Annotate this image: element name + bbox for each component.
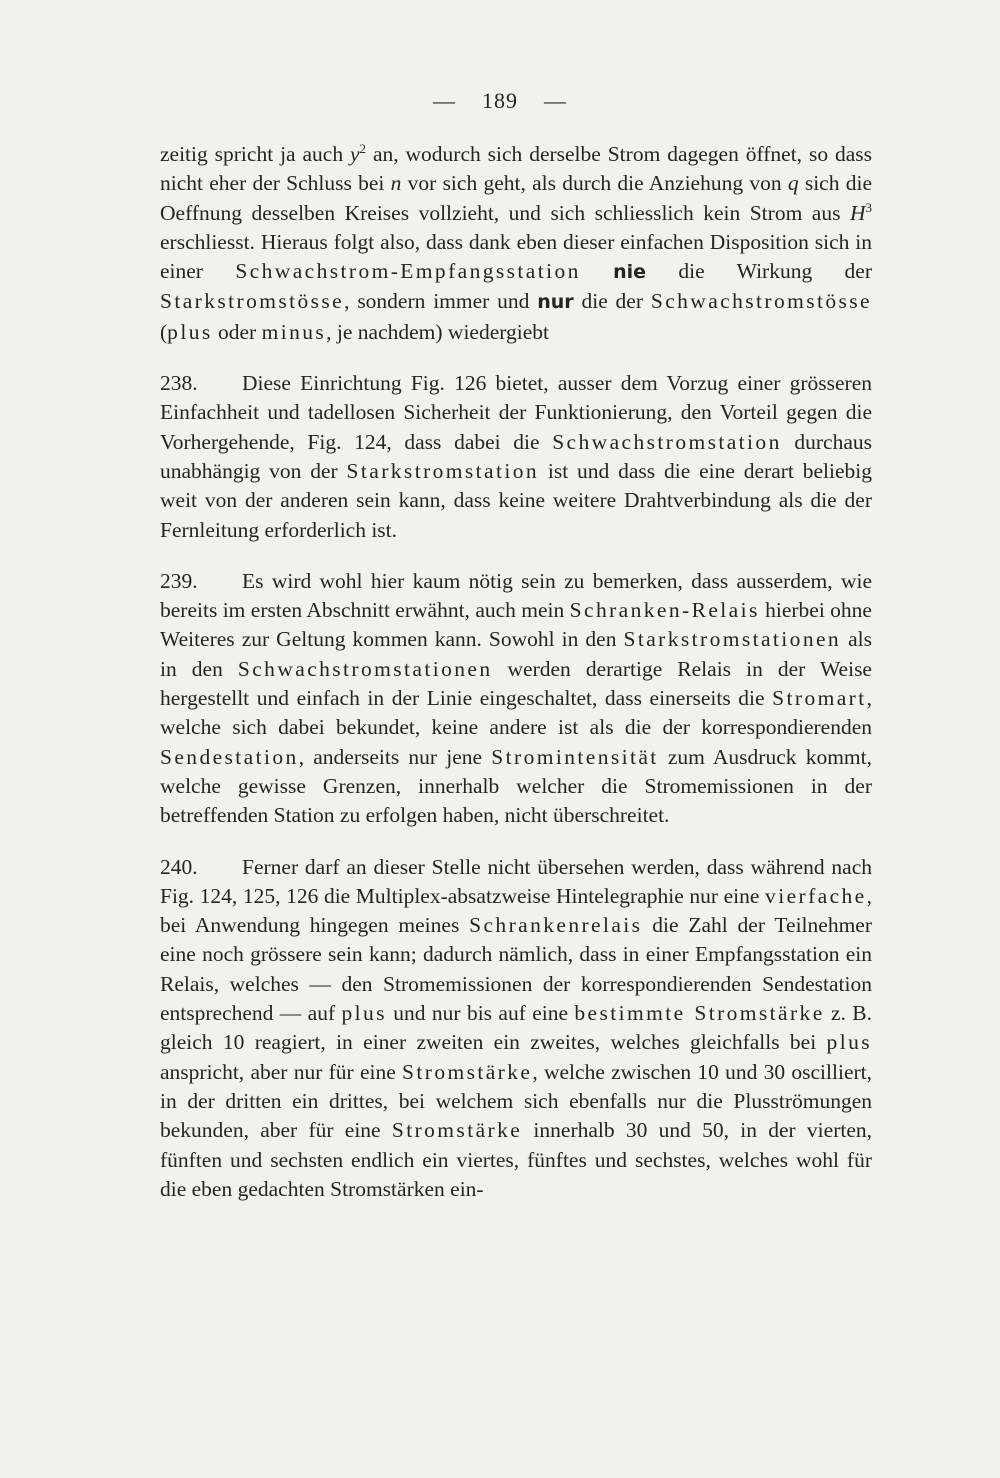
bold-emphasis: nie <box>613 261 647 284</box>
text-run: an, wodurch sich derselbe Strom dagegen öffnet, so dass nicht eher der Schluss bei <box>160 142 872 196</box>
spaced-emphasis: Schwachstromstösse <box>650 289 872 314</box>
math-variable: y <box>350 142 360 166</box>
text-run: sich die Oeffnung desselben Kreises vollzieht, und sich schliesslich kein Strom aus <box>160 171 872 225</box>
text-run: , je nachdem) wiedergiebt <box>326 319 550 344</box>
spaced-emphasis: plus <box>341 1001 387 1026</box>
header-dash-right: — <box>544 88 567 113</box>
text-run: anspricht, aber nur für eine <box>160 1059 403 1084</box>
spaced-emphasis: Stromstärke <box>391 1118 523 1143</box>
text-run: , welche zwischen 10 und 30 oscilliert, in der dritten ein drittes, bei welchem sich ebenfalls nur die Plusströmungen bekunden, aber für eine <box>160 1059 873 1143</box>
paragraph-239 <box>160 567 872 831</box>
text-run: und nur bis auf eine <box>386 1001 575 1026</box>
text-run: als in den <box>160 627 872 681</box>
text-run: Diese Einrichtung Fig. 126 bietet, ausser dem Vorzug einer grösseren Einfachheit und tadellosen Sicherheit der Funktionierung, den Vorteil gegen die Vorhergehende, Fig. 124, dass dabei die <box>160 371 872 454</box>
spaced-emphasis: Schwachstromstationen <box>237 656 493 681</box>
page-number: 189 <box>482 88 518 113</box>
spaced-emphasis: plus <box>167 319 213 344</box>
text-run: die der <box>573 289 651 314</box>
superscript: 3 <box>865 199 872 215</box>
spaced-emphasis: Starkstromstation <box>346 458 540 483</box>
text-run: , sondern immer und <box>344 289 538 314</box>
paragraph-intro <box>160 140 872 347</box>
math-variable: q <box>787 171 799 196</box>
spaced-emphasis: Schrankenrelais <box>469 913 643 938</box>
text-run: Ferner darf an dieser Stelle nicht übersehen werden, dass während nach Fig. 124, 125, 126 die Multiplex-absatzweise Hintelegraphie nur eine <box>160 854 872 908</box>
bold-emphasis: nur <box>537 291 574 314</box>
text-run: durchaus unabhängig von der <box>160 429 872 483</box>
text-run: erschliesst. Hieraus folgt also, dass dank eben dieser einfachen Disposition sich in einer <box>160 229 872 284</box>
text-run: ( <box>160 319 168 344</box>
text-run: Es wird wohl hier kaum nötig sein zu bemerken, dass ausserdem, wie bereits im ersten Abschnitt erwähnt, auch mein <box>160 568 872 623</box>
text-run: z. B. gleich 10 reagiert, in einer zweiten ein zweites, welches gleichfalls bei <box>160 1001 873 1055</box>
spaced-emphasis: vierfache <box>765 883 867 908</box>
spaced-emphasis: Stromstärke <box>402 1059 533 1084</box>
paragraph-number: 240. <box>160 854 198 879</box>
text-run: oder <box>212 319 262 344</box>
spaced-emphasis: minus <box>261 319 327 344</box>
text-run: vor sich geht, als durch die Anziehung von <box>401 171 788 196</box>
spaced-emphasis: Schwachstrom-Empfangsstation <box>235 259 581 284</box>
text-run: hierbei ohne Weiteres zur Geltung kommen kann. Sowohl in den <box>160 598 872 652</box>
text-run: die Wirkung der <box>646 259 873 284</box>
spaced-emphasis: Starkstromstationen <box>623 627 842 652</box>
spaced-emphasis: Schranken-Relais <box>569 598 760 623</box>
header-dash-left: — <box>433 88 456 113</box>
spaced-emphasis: plus <box>826 1030 872 1055</box>
text-run: werden derartige Relais in der Weise hergestellt und einfach in der Linie eingeschaltet, dass einerseits die <box>160 656 872 711</box>
paragraph-240 <box>160 853 872 1205</box>
text-run: ist und dass die eine derart beliebig weit von der anderen sein kann, dass keine weitere Drahtverbindung als die der Fernleitung erforderlich ist. <box>160 458 872 542</box>
spaced-emphasis: Stromintensität <box>491 744 659 769</box>
math-variable: n <box>390 171 402 196</box>
paragraph-number: 238. <box>160 371 198 396</box>
text-run <box>581 259 613 283</box>
text-run: zum Ausdruck kommt, welche gewisse Grenzen, innerhalb welcher die Stromemissionen in der betreffenden Station zu erfolgen haben, nicht überschreitet. <box>160 744 872 828</box>
text-run: , anderseits nur jene <box>298 744 492 769</box>
superscript: 2 <box>359 141 367 156</box>
spaced-emphasis: bestimmte Stromstärke <box>574 1001 825 1026</box>
spaced-emphasis: Stromart <box>772 686 867 711</box>
math-variable: H <box>849 200 866 225</box>
body-text <box>160 140 872 1226</box>
text-run: innerhalb 30 und 50, in der vierten, fünften und sechsten endlich ein viertes, fünftes und sechstes, welches wohl für die eben gedachten Stromstärken ein- <box>160 1118 873 1201</box>
paragraph-238 <box>160 369 872 545</box>
text-run: zeitig spricht ja auch <box>160 142 350 166</box>
text-run: die Zahl der Teilnehmer eine noch grössere sein kann; dadurch nämlich, dass in einer Empfangsstation ein Relais, welches — den Stromemissionen der korrespondierenden Sendestation entsprechend — auf <box>160 913 872 1026</box>
spaced-emphasis: Starkstromstösse <box>160 289 345 314</box>
page-header <box>0 88 1000 114</box>
text-run: , welche sich dabei bekundet, keine andere ist als die der korrespondierenden <box>160 686 872 740</box>
spaced-emphasis: Sendestation <box>160 744 299 769</box>
spaced-emphasis: Schwachstromstation <box>552 429 782 454</box>
paragraph-number: 239. <box>160 568 198 593</box>
text-run: , bei Anwendung hingegen meines <box>160 883 872 938</box>
